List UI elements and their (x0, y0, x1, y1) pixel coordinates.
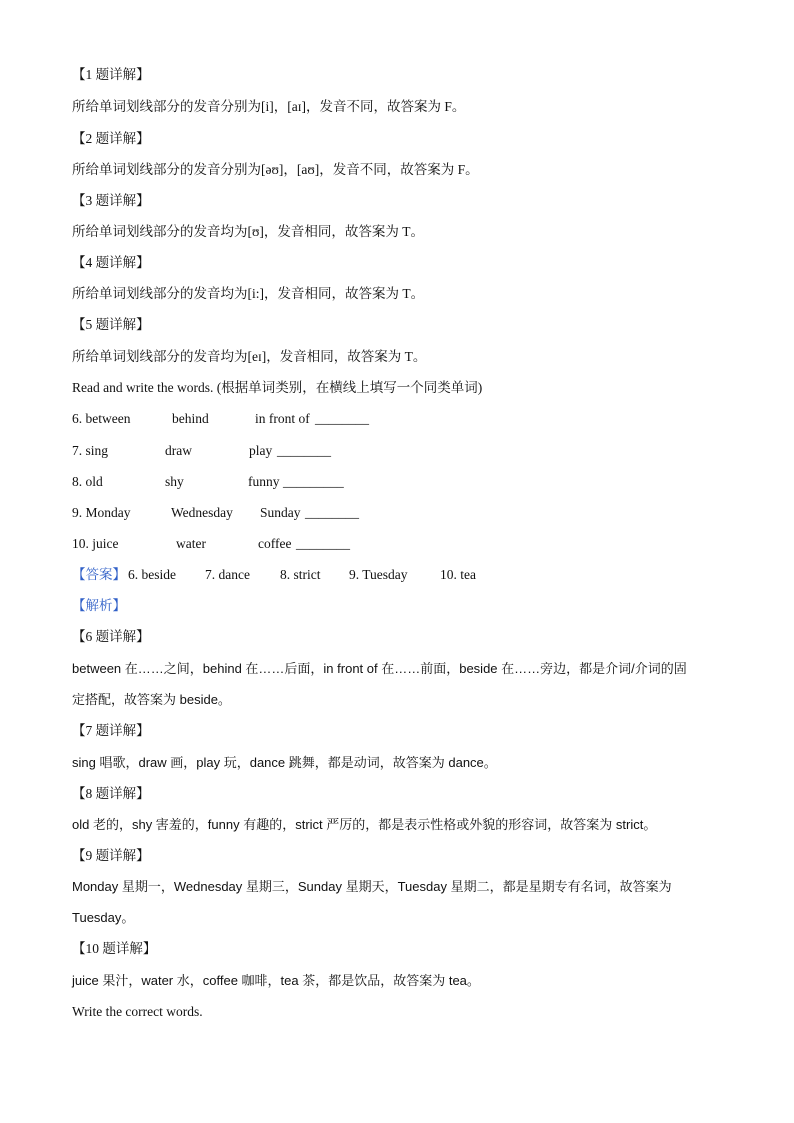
answer-label: 【答案】 (72, 567, 126, 582)
question-word: behind (172, 411, 209, 426)
answer-item: 6. beside (128, 567, 176, 582)
detail-text-3: 所给单词划线部分的发音均为[ʊ]，发音相同，故答案为 T。 (72, 224, 425, 239)
detail-heading-3: 【3 题详解】 (72, 193, 150, 208)
question-word: draw (165, 443, 192, 458)
question-row-9 (72, 504, 402, 522)
answer-item: 10. tea (440, 567, 476, 582)
answer-blank[interactable]: ________ (315, 411, 369, 426)
answer-row (72, 566, 492, 584)
question-word: coffee (258, 536, 292, 551)
detail-heading-10: 【10 题详解】 (72, 941, 157, 956)
analysis-label: 【解析】 (72, 598, 126, 613)
detail-heading-4: 【4 题详解】 (72, 255, 150, 270)
detail-heading-6: 【6 题详解】 (72, 629, 150, 644)
answer-blank[interactable]: ________ (296, 536, 350, 551)
question-word: 7. sing (72, 443, 109, 458)
question-word: play (249, 443, 273, 458)
question-word: Wednesday (171, 505, 233, 520)
question-word: 10. juice (72, 536, 119, 551)
detail-text-10: juice 果汁，water 水，coffee 咖啡，tea 茶，都是饮品，故答案为 tea。 (72, 973, 480, 988)
detail-text-2: 所给单词划线部分的发音分别为[əʊ]，[aʊ]，发音不同，故答案为 F。 (72, 162, 479, 177)
section-instruction-next: Write the correct words. (72, 1004, 203, 1019)
question-word: 9. Monday (72, 505, 131, 520)
detail-heading-1: 【1 题详解】 (72, 67, 150, 82)
question-row-10 (72, 535, 402, 553)
detail-text-6: between 在……之间，behind 在……后面，in front of 在……前面，beside 在……旁边，都是介词/介词的固 (72, 661, 687, 676)
answer-item: 9. Tuesday (349, 567, 408, 582)
detail-text-5: 所给单词划线部分的发音均为[eɪ]，发音相同，故答案为 T。 (72, 349, 427, 364)
question-word: 8. old (72, 474, 103, 489)
detail-heading-8: 【8 题详解】 (72, 786, 150, 801)
detail-heading-9: 【9 题详解】 (72, 848, 150, 863)
question-row-8 (72, 473, 402, 491)
question-word: 6. between (72, 411, 131, 426)
question-word: in front of (255, 411, 310, 426)
detail-text-8: old 老的，shy 害羞的，funny 有趣的，strict 严厉的，都是表示性格或外貌的形容词，故答案为 strict。 (72, 817, 657, 832)
answer-blank[interactable]: _________ (283, 474, 344, 489)
detail-text-7: sing 唱歌，draw 画，play 玩，dance 跳舞，都是动词，故答案为 dance。 (72, 755, 497, 770)
question-word: water (176, 536, 206, 551)
detail-text-1: 所给单词划线部分的发音分别为[i]，[aɪ]，发音不同，故答案为 F。 (72, 99, 466, 114)
detail-text-6-cont: 定搭配，故答案为 beside。 (72, 692, 231, 707)
question-word: Sunday (260, 505, 301, 520)
answer-blank[interactable]: ________ (277, 443, 331, 458)
detail-heading-7: 【7 题详解】 (72, 723, 150, 738)
question-row-6 (72, 410, 402, 428)
answer-item: 7. dance (205, 567, 250, 582)
question-word: shy (165, 474, 184, 489)
question-word: funny (248, 474, 280, 489)
question-row-7 (72, 442, 402, 460)
answer-item: 8. strict (280, 567, 321, 582)
detail-text-9: Monday 星期一，Wednesday 星期三，Sunday 星期天，Tuesday 星期二，都是星期专有名词，故答案为 (72, 879, 672, 894)
answer-blank[interactable]: ________ (305, 505, 359, 520)
section-instruction: Read and write the words. (根据单词类别，在横线上填写一个同类单词) (72, 380, 483, 395)
detail-heading-2: 【2 题详解】 (72, 131, 150, 146)
detail-heading-5: 【5 题详解】 (72, 317, 150, 332)
detail-text-9-cont: Tuesday。 (72, 910, 135, 925)
detail-text-4: 所给单词划线部分的发音均为[i:]，发音相同，故答案为 T。 (72, 286, 425, 301)
